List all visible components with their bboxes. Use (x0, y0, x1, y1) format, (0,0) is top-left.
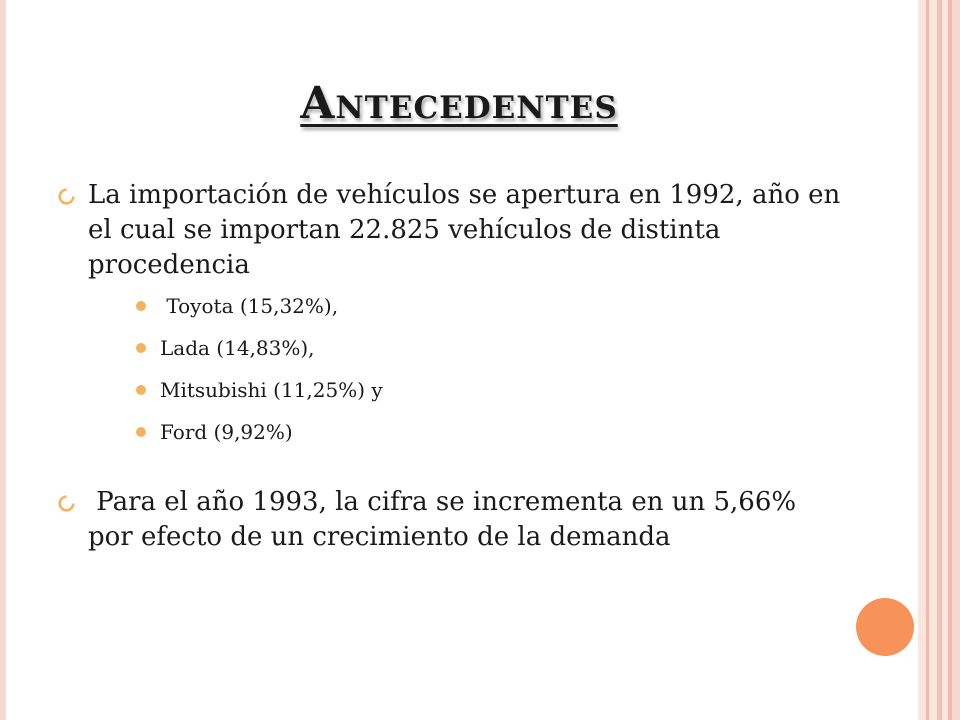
sub-bullet-lada: Lada (14,83%), (88, 335, 842, 361)
bullet-point-1 (52, 178, 842, 445)
bullet-list (52, 178, 842, 555)
bullet-point-2-text: Para el año 1993, la cifra se incrementa en un 5,66% por efecto de un crecimiento de la demanda (88, 487, 805, 552)
dot-bullet-icon (136, 385, 146, 395)
ring-bullet-icon (58, 188, 75, 205)
dot-bullet-icon (136, 343, 146, 353)
sub-bullet-toyota: Toyota (15,32%), (88, 293, 842, 319)
sub-bullet-list (88, 293, 842, 445)
dot-bullet-icon (136, 301, 146, 311)
ring-bullet-icon (58, 495, 75, 512)
dot-bullet-icon (136, 427, 146, 437)
sub-bullet-mitsubishi: Mitsubishi (11,25%) y (88, 377, 842, 403)
decorative-orange-circle (856, 598, 914, 656)
bullet-point-1-text: La importación de vehículos se apertura en 1992, año en el cual se importan 22.825 vehículos de distinta procedencia (88, 180, 841, 280)
sub-bullet-ford: Ford (9,92%) (88, 419, 842, 445)
slide-title: Antecedentes (300, 78, 618, 129)
bullet-point-2 (52, 485, 842, 555)
right-frame-stripes (918, 0, 960, 720)
